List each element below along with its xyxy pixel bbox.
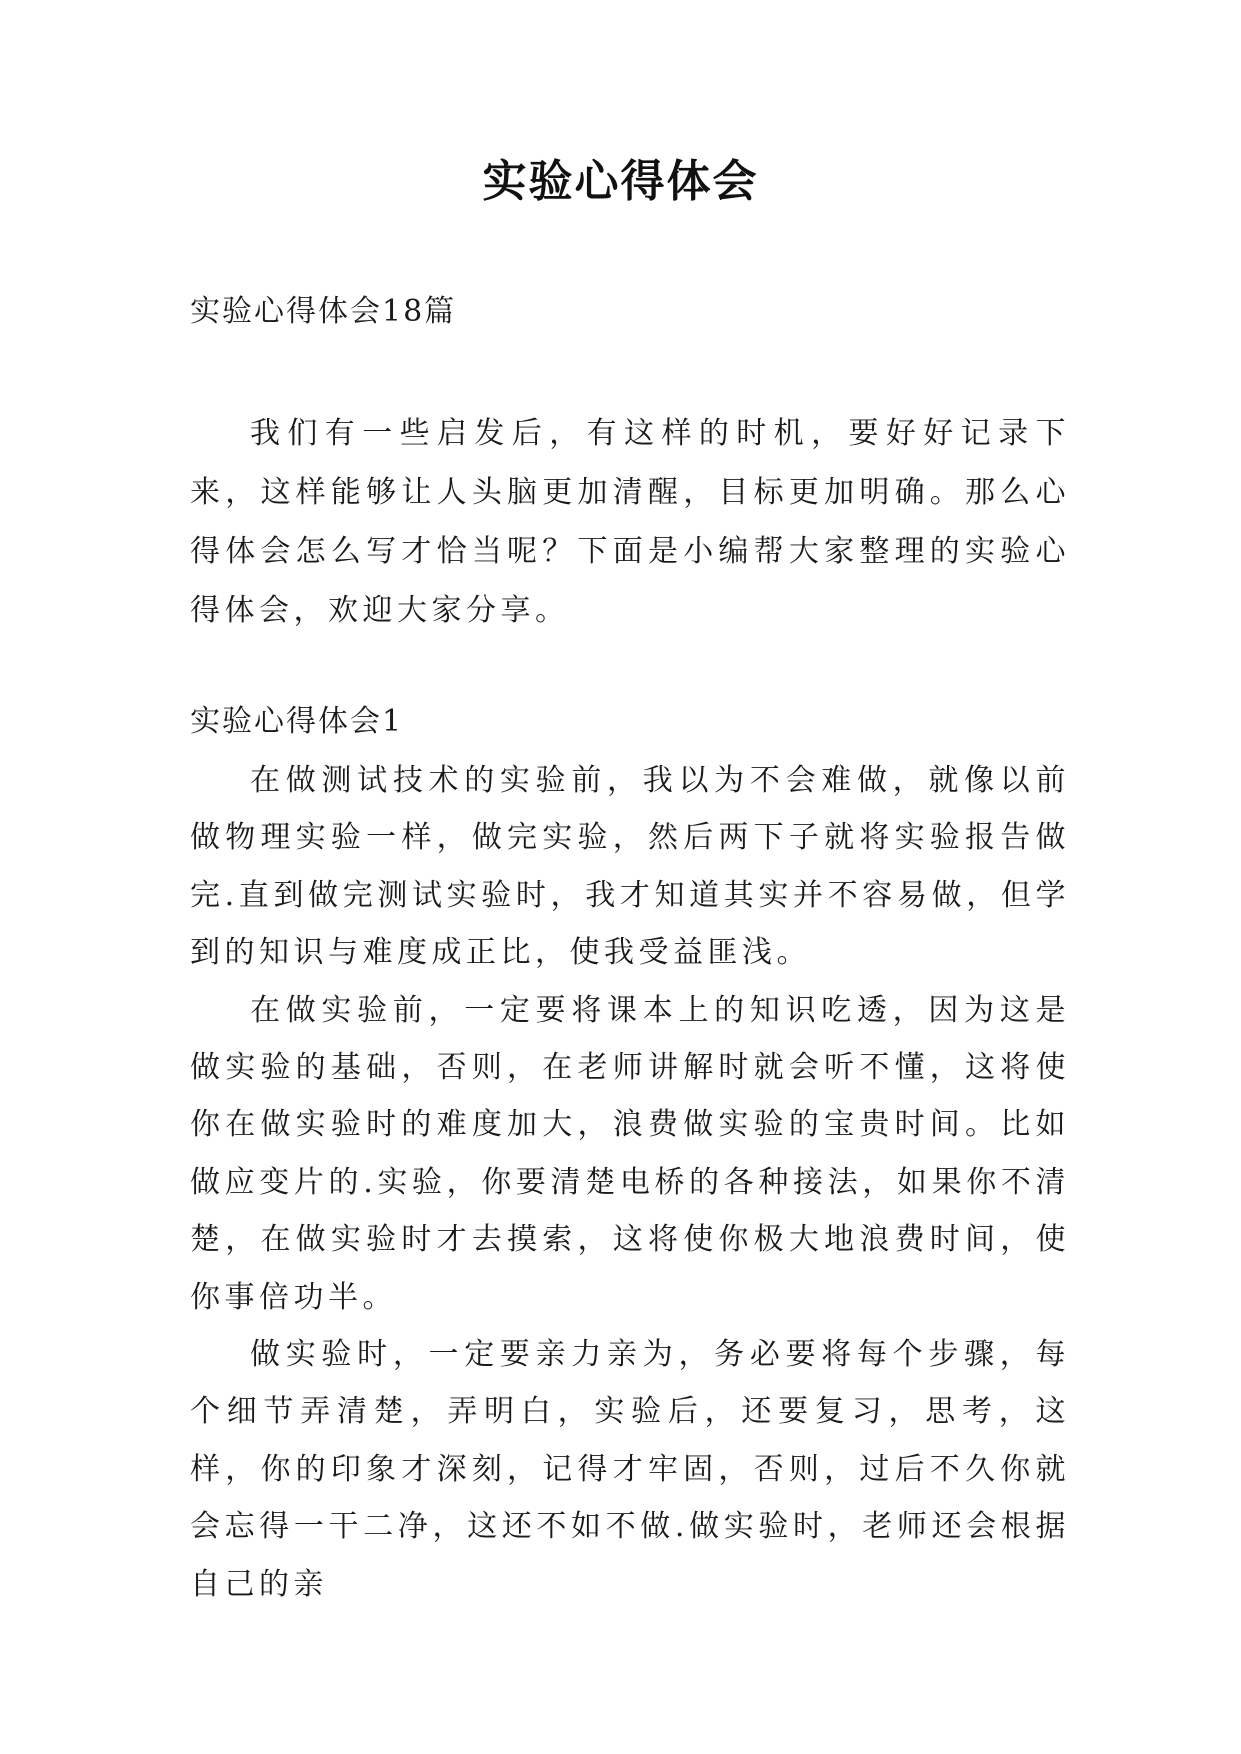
body-paragraph-3: 做实验时，一定要亲力亲为，务必要将每个步骤，每个细节弄清楚，弄明白，实验后，还要复习，思考，这样，你的印象才深刻，记得才牢固，否则，过后不久你就会忘得一干二净，这还不如不做.做实验时，老师还会根据自己的亲 <box>190 1337 1070 1602</box>
intro-block <box>190 404 1070 640</box>
body-paragraph-2: 在做实验前，一定要将课本上的知识吃透，因为这是做实验的基础，否则，在老师讲解时就会听不懂，这将使你在做实验时的难度加大，浪费做实验的宝贵时间。比如做应变片的.实验，你要清楚电桥的各种接法，如果你不清楚，在做实验时才去摸索，这将使你极大地浪费时间，使你事倍功半。 <box>190 992 1070 1315</box>
section-heading: 实验心得体会1 <box>190 704 404 739</box>
document-title: 实验心得体会 <box>482 156 759 207</box>
intro-paragraph: 我们有一些启发后，有这样的时机，要好好记录下来，这样能够让人头脑更加清醒，目标更加明确。那么心得体会怎么写才恰当呢？下面是小编帮大家整理的实验心得体会，欢迎大家分享。 <box>190 416 1070 628</box>
document-subtitle: 实验心得体会18篇 <box>190 294 457 329</box>
section-body <box>190 752 1070 1613</box>
body-paragraph-1: 在做测试技术的实验前，我以为不会难做，就像以前做物理实验一样，做完实验，然后两下子就将实验报告做完.直到做完测试实验时，我才知道其实并不容易做，但学到的知识与难度成正比，使我受益匪浅。 <box>190 763 1070 971</box>
